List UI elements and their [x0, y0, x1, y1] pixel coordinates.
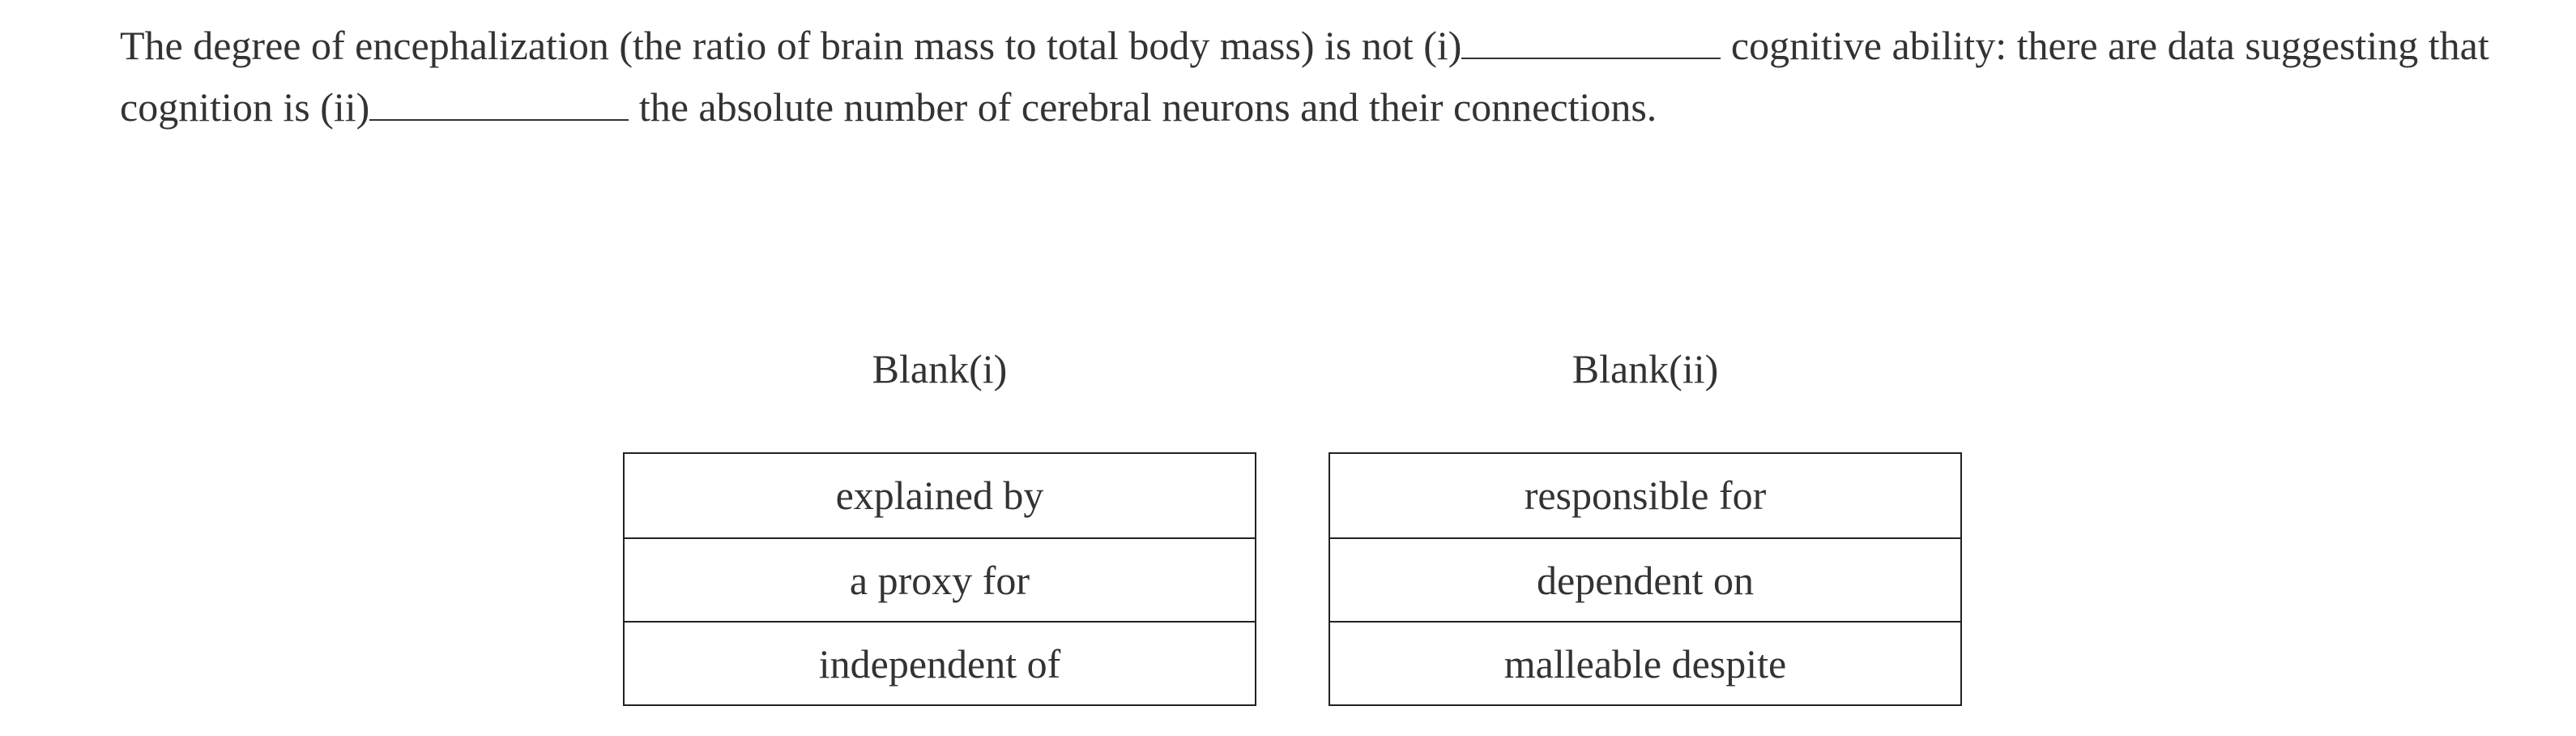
blank-ii-options: [1329, 452, 1962, 706]
blank-ii-column: [1329, 340, 1962, 706]
blank-i-options: [623, 452, 1256, 706]
blank-ii-line: [369, 83, 629, 121]
blank-ii-option-1[interactable]: responsible for: [1524, 473, 1767, 518]
blank-ii-option-3[interactable]: malleable despite: [1330, 621, 1960, 704]
passage-text-part3: the absolute number of cerebral neurons and their connections.: [629, 84, 1657, 130]
blank-i-option-3[interactable]: independent of: [625, 621, 1255, 704]
blank-ii-option-2[interactable]: dependent on: [1330, 537, 1960, 621]
blank-i-option-2[interactable]: a proxy for: [625, 537, 1255, 621]
blank-i-column: [623, 340, 1256, 706]
blank-i-line: [1461, 22, 1721, 59]
passage-text-part1: The degree of encephalization (the ratio of brain mass to total body mass) is not (i): [120, 23, 1462, 68]
question-passage: [120, 15, 2518, 138]
blank-i-option-1[interactable]: explained by: [835, 473, 1044, 518]
passage-text-part2: cognitive ability: there are data suggesting that cognition is (ii): [120, 23, 2489, 130]
blank-i-header: Blank(i): [872, 346, 1008, 392]
blank-ii-header: Blank(ii): [1572, 346, 1719, 392]
